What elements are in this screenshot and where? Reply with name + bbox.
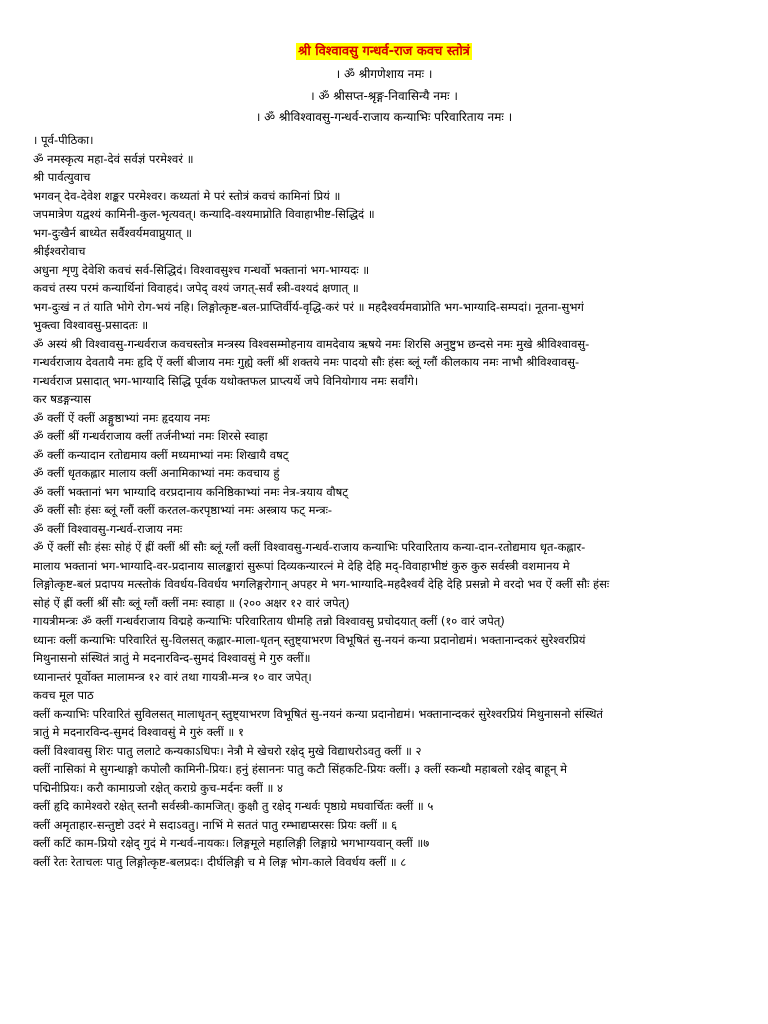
text-line: सोहं ऐं ह्रीं क्लीं श्रीं सौः ब्लूं ग्लौं क्लीं नमः स्वाहा ॥ (२०० अक्षर १२ वारं जपेत्) bbox=[33, 595, 350, 610]
text-line: ध्यानान्तरं पूर्वोक्त मालामन्त्र १२ वारं तथा गायत्री-मन्त्र १० वार जपेत्। bbox=[33, 669, 312, 684]
text-line: क्लीं कटिं काम-प्रियो रक्षेद् गुदं मे गन्धर्व-नायकः। लिङ्गमूले महालिङ्गी लिङ्गाग्रे भगभाग्यवान् क्लीं ॥७ bbox=[33, 836, 430, 850]
title-block bbox=[0, 40, 768, 60]
text-line: गन्धर्वराजाय देवतायै नमः हृदि ऐं क्लीं बीजाय नमः गुह्ये क्लीं श्रीं शक्तये नमः पादयो सौः हंसः ब्लूं ग्लौं कीलकाय नमः नाभौ श्रीविश्वावसु- bbox=[33, 355, 580, 369]
text-line: भगवन् देव-देवेश शङ्कर परमेश्वर। कथ्यतां मे परं स्तोत्रं कवचं कामिनां प्रियं ॥ bbox=[33, 188, 341, 203]
invocation-vishvavasu: । ॐ श्रीविश्वावसु-गन्धर्व-राजाय कन्याभिः परिवारिताय नमः । bbox=[255, 110, 513, 124]
text-line: ॐ क्लीं सौः हंसः ब्लूं ग्लौं क्लीं करतल-करपृष्ठाभ्यां नमः अस्त्राय फट् मन्त्रः- bbox=[33, 503, 333, 517]
text-line: मिथुनासनो संस्थितं त्रातुं मे मदनारविन्द-सुमदं विश्वावसुं मे गुरु क्लीं॥ bbox=[33, 651, 311, 665]
text-line: कवचं तस्य परमं कन्यार्थिनां विवाहदं। जपेद् वश्यं जगत्-सर्वं स्त्री-वश्यदं क्षणात् ॥ bbox=[33, 281, 359, 295]
invocation-ganesha: । ॐ श्रीगणेशाय नमः । bbox=[335, 67, 433, 81]
text-line: त्रातुं मे मदनारविन्द-सुमदं विश्वावसुं मे गुरुं क्लीं ॥ १ bbox=[33, 725, 244, 739]
text-line: ध्यानः क्लीं कन्याभिः परिवारितं सु-विलसत् कह्लार-माला-धृतन् स्तुष्ट्याभरण विभूषितं सु-नयनं कन्या प्रदानोद्यमं। भक्तानान्दकरं सुरेश्वरप्रियं bbox=[33, 632, 586, 647]
text-line: श्री पार्वत्युवाच bbox=[33, 170, 91, 184]
text-line: भग-दुःखं न तं याति भोगे रोग-भयं नहि। लिङ्गोत्कृष्ट-बल-प्राप्तिर्वीर्य-वृद्धि-करं परं ॥ महदैश्वर्यमवाप्नोति भग-भाग्यादि-सम्पदां। नूतना-सुभगं bbox=[33, 299, 584, 314]
text-line: गायत्रीमन्त्रः ॐ क्लीं गन्धर्वराजाय विद्महे कन्याभिः परिवारिताय धीमहि तन्नो विश्वावसु प्रचोदयात् क्लीं (१० वारं जपेत्) bbox=[33, 614, 505, 628]
document-title: श्री विश्वावसु गन्धर्व-राज कवच स्तोत्रं bbox=[298, 44, 470, 59]
text-line: श्रीईश्वरोवाच bbox=[33, 244, 86, 258]
text-line: क्लीं कन्याभिः परिवारितं सुविलसत् मालाधृतन् स्तुष्ट्याभरण विभूषितं सु-नयनं कन्या प्रदानोद्यमं। भक्तानान्दकरं सुरेश्वरप्रियं मिथुनासनो संस्थितं bbox=[33, 706, 603, 721]
text-line: ॐ ऐं क्लीं सौः हंसः सोहं ऐं ह्रीं क्लीं श्रीं सौः ब्लूं ग्लौं क्लीं विश्वावसु-गन्धर्व-राजाय कन्याभिः परिवारिताय कन्या-दान-रतोद्यमाय धृत-कह्लार- bbox=[33, 540, 586, 554]
text-line: भुक्त्वा विश्वावसु-प्रसादतः ॥ bbox=[33, 318, 149, 332]
text-line: । पूर्व-पीठिका। bbox=[33, 133, 94, 147]
text-line: ॐ क्लीं कन्यादान रतोद्यमाय क्लीं मध्यमाभ्यां नमः शिखायै वषट् bbox=[33, 447, 289, 462]
document-body bbox=[33, 131, 733, 871]
text-line: क्लीं हृदि कामेश्वरो रक्षेत् स्तनौ सर्वस्त्री-कामजित्। कुक्षौ तु रक्षेद् गन्धर्वः पृष्ठाग्रे मघवार्चितः क्लीं ॥ ५ bbox=[33, 799, 434, 813]
text-line: गन्धर्वराज प्रसादात् भग-भाग्यादि सिद्धि पूर्वक यथोक्तफल प्राप्त्यर्थे जपे विनियोगाय नमः सर्वांगे। bbox=[33, 373, 419, 388]
text-line: कवच मूल पाठ bbox=[33, 688, 94, 702]
text-line: ॐ क्लीं विश्वावसु-गन्धर्व-राजाय नमः bbox=[33, 521, 183, 536]
text-line: क्लीं अमृताहार-सन्तुष्टो उदरं मे सदाऽवतु। नाभिं मे सततं पातु रम्भाद्यप्सरसः प्रियः क्लीं ॥ ६ bbox=[33, 817, 398, 832]
text-line: ॐ क्लीं भक्तानां भग भाग्यादि वरप्रदानाय कनिष्ठिकाभ्यां नमः नेत्र-त्रयाय वौषट् bbox=[33, 484, 349, 499]
text-line: ॐ क्लीं श्रीं गन्धर्वराजाय क्लीं तर्जनीभ्यां नमः शिरसे स्वाहा bbox=[33, 429, 268, 443]
text-line: क्लीं नासिकां मे सुगन्धाङ्गो कपोलौ कामिनी-प्रियः। हनुं हंसाननः पातु कटौ सिंहकटि-प्रियः क्लीं। ३ क्लीं स्कन्धौ महाबलो रक्षेद् बाहून् मे bbox=[33, 762, 568, 776]
text-line: ॐ अस्यं श्री विश्वावसु-गन्धर्वराज कवचस्तोत्र मन्त्रस्य विश्वसम्मोहनाय वामदेवाय ऋषये नमः शिरसि अनुष्टुभ छन्दसे नमः मुखे श्रीविश्वावसु- bbox=[33, 336, 590, 351]
invocation-saptashrunga: । ॐ श्रीसप्त-श्रृङ्ग-निवासिन्यै नमः । bbox=[310, 89, 458, 103]
text-line: अधुना शृणु देवेशि कवचं सर्व-सिद्धिदं। विश्वावसुश्च गन्धर्वो भक्तानां भग-भाग्यदः ॥ bbox=[33, 262, 370, 277]
text-line: भग-दुःखैर्न बाध्येत सर्वैश्वर्यमवाप्नुयात् ॥ bbox=[33, 225, 192, 240]
text-line: लिङ्गोत्कृष्ट-बलं प्रदापय मत्स्तोकं विवर्धय-विवर्धय भगलिङ्गरोगान् अपहर मे भग-भाग्यादि-महदैश्वर्यं देहि देहि प्रसन्नो मे वरदो भव ऐं क्लीं सौः हंसः bbox=[33, 577, 610, 591]
text-line: ॐ नमस्कृत्य महा-देवं सर्वज्ञं परमेश्वरं ॥ bbox=[33, 151, 194, 166]
text-line: क्लीं रेतः रेताचलः पातु लिङ्गोत्कृष्ट-बलप्रदः। दीर्घलिङ्गी च मे लिङ्ग भोग-काले विवर्धय क्लीं ॥ ८ bbox=[33, 854, 407, 869]
text-line: ॐ क्लीं ऐं क्लीं अङ्गुष्ठाभ्यां नमः हृदयाय नमः bbox=[33, 410, 210, 425]
text-line: मालाय भक्तानां भग-भाग्यादि-वर-प्रदानाय सालङ्कारां सुरूपां दिव्यकन्यारत्नं मे देहि देहि मद्-विवाहाभीष्टं कुरु कुरु सर्वस्त्री वशमानय मे bbox=[33, 558, 570, 573]
text-line: ॐ क्लीं धृतकह्लार मालाय क्लीं अनामिकाभ्यां नमः कवचाय हुं bbox=[33, 466, 280, 480]
text-line: क्लीं विश्वावसु शिरः पातु ललाटे कन्यकाऽधिपः। नेत्रौ मे खेचरो रक्षेद् मुखे विद्याधरोऽवतु क्लीं ॥ २ bbox=[33, 743, 422, 758]
text-line: कर षडङ्गन्यास bbox=[33, 392, 92, 406]
text-line: जपमात्रेण यद्वश्यं कामिनी-कुल-भृत्यवत्। कन्यादि-वश्यमाप्नोति विवाहाभीष्ट-सिद्धिदं ॥ bbox=[33, 207, 375, 221]
text-line: पद्मिनीप्रियः। करौ कामाग्रजो रक्षेत् कराग्रे कुच-मर्दनः क्लीं ॥ ४ bbox=[33, 780, 283, 795]
